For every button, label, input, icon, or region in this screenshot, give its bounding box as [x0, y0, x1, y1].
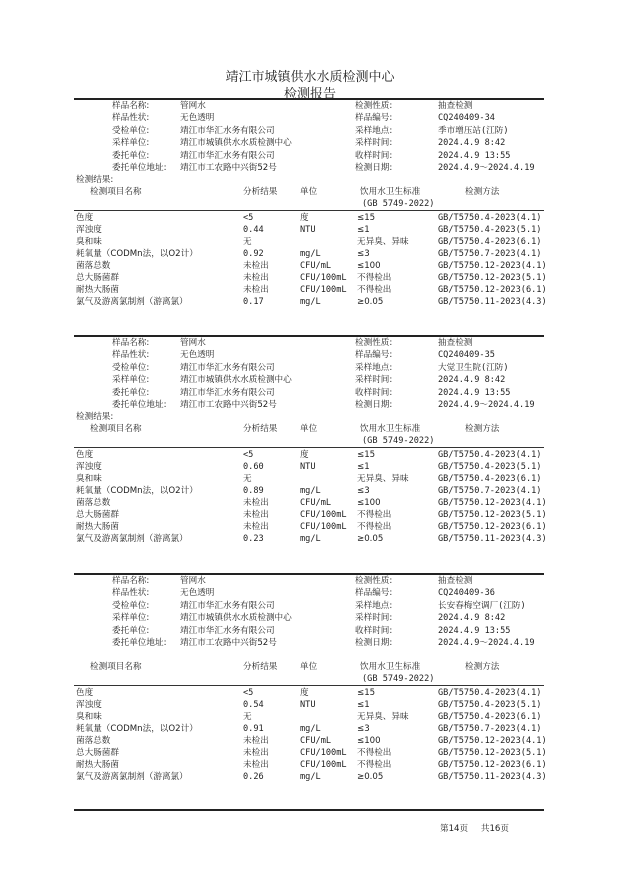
field-value: 2024.4.9～2024.4.19: [438, 638, 535, 648]
cell-item: 臭和味: [76, 474, 102, 485]
cell-std: ≤3: [357, 249, 370, 260]
field-label: 样品名称:: [112, 338, 150, 348]
cell-method: GB/T5750.7-2023(4.1): [438, 486, 542, 497]
cell-value: 无: [243, 474, 252, 485]
field-value: 2024.4.9 13:55: [438, 150, 511, 161]
field-label: 样品编号:: [355, 350, 393, 361]
cell-value: <5: [243, 213, 254, 224]
field-label: 委托单位地址:: [112, 638, 167, 648]
cell-item: 耗氧量（CODMn法，以O2计）: [76, 486, 198, 497]
table-row: [0, 449, 620, 461]
cell-method: GB/T5750.11-2023(4.3): [438, 534, 547, 545]
table-divider: [74, 447, 544, 448]
header-row: [0, 100, 620, 112]
table-row: [0, 521, 620, 533]
cell-value: 0.92: [243, 249, 264, 260]
cell-value: 未检出: [243, 273, 269, 284]
cell-method: GB/T5750.12-2023(6.1): [438, 760, 547, 771]
cell-unit: CFU/100mL: [300, 273, 347, 284]
cell-method: GB/T5750.4-2023(4.1): [438, 213, 542, 224]
column-header-sub: [0, 198, 620, 210]
table-row: [0, 485, 620, 497]
cell-method: GB/T5750.12-2023(5.1): [438, 748, 547, 759]
header-row: [0, 587, 620, 599]
table-row: [0, 212, 620, 224]
header-row: [0, 575, 620, 587]
column-header-sub: [0, 435, 620, 447]
field-label: 委托单位地址:: [112, 163, 167, 173]
table-divider: [74, 685, 544, 686]
table-row: [0, 509, 620, 521]
cell-std: 不得检出: [357, 522, 392, 533]
col-std: 饮用水卫生标准: [360, 187, 421, 198]
field-value: 2024.4.9 13:55: [438, 625, 511, 636]
cell-std: ≥0.05: [357, 297, 384, 308]
cell-item: 浑浊度: [76, 700, 102, 711]
cell-std: ≤15: [357, 688, 376, 699]
cell-item: 氯气及游离氯制剂（游离氯）: [76, 534, 188, 545]
col-unit: 单位: [300, 662, 318, 673]
table-row: [0, 699, 620, 711]
field-label: 采样时间:: [355, 375, 393, 386]
cell-method: GB/T5750.12-2023(6.1): [438, 285, 547, 296]
table-row: [0, 687, 620, 699]
field-value: 抽查检测: [438, 101, 473, 111]
cell-item: 耐热大肠菌: [76, 760, 119, 771]
field-label: 委托单位:: [112, 150, 150, 161]
cell-unit: NTU: [300, 700, 316, 711]
report-subtitle: 检测报告: [283, 87, 336, 102]
field-value: 长安春梅空调厂(江防): [438, 600, 526, 611]
header-row: [0, 625, 620, 637]
cell-std: ≤3: [357, 724, 370, 735]
cell-std: 不得检出: [357, 273, 392, 284]
cell-unit: 度: [300, 450, 309, 461]
header-row: [0, 162, 620, 174]
cell-item: 耗氧量（CODMn法，以O2计）: [76, 724, 198, 735]
cell-unit: CFU/mL: [300, 261, 332, 272]
table-divider: [74, 210, 544, 211]
field-label: 采样时间:: [355, 138, 393, 149]
section-divider: [74, 809, 544, 811]
cell-std: 无异臭、异味: [357, 237, 409, 248]
report-title: 靖江市城镇供水水质检测中心: [225, 70, 395, 85]
cell-method: GB/T5750.12-2023(4.1): [438, 498, 547, 509]
cell-value: 无: [243, 712, 252, 723]
cell-std: ≤100: [357, 261, 381, 272]
field-label: 采样地点:: [355, 600, 393, 611]
table-row: [0, 759, 620, 771]
field-label: 委托单位地址:: [112, 400, 167, 410]
table-row: [0, 296, 620, 308]
cell-item: 总大肠菌群: [76, 510, 119, 521]
field-value: 靖江市华汇水务有限公司: [180, 125, 275, 136]
cell-value: 0.60: [243, 462, 264, 473]
field-label: 收样时间:: [355, 387, 393, 398]
field-value: 无色透明: [180, 350, 215, 361]
cell-unit: mg/L: [300, 249, 321, 260]
field-label: 检测性质:: [355, 101, 393, 111]
header-row: [0, 387, 620, 399]
field-label: 采样单位:: [112, 613, 150, 624]
field-value: 靖江市工农路中兴街52号: [180, 400, 277, 410]
cell-unit: mg/L: [300, 534, 321, 545]
field-value: 无色透明: [180, 113, 215, 124]
cell-method: GB/T5750.4-2023(6.1): [438, 237, 542, 248]
results-label: 检测结果:: [76, 175, 114, 186]
table-row: [0, 497, 620, 509]
cell-method: GB/T5750.4-2023(6.1): [438, 474, 542, 485]
cell-std: 不得检出: [357, 760, 392, 771]
col-method: 检测方法: [465, 424, 500, 435]
field-value: 靖江市华汇水务有限公司: [180, 625, 275, 636]
cell-value: 无: [243, 237, 252, 248]
page-total: 共16页: [480, 824, 509, 834]
table-row: [0, 747, 620, 759]
table-row: [0, 236, 620, 248]
cell-value: 未检出: [243, 261, 269, 272]
field-value: 管网水: [180, 338, 206, 348]
table-row: [0, 224, 620, 236]
table-row: [0, 473, 620, 485]
cell-value: 未检出: [243, 736, 269, 747]
table-row: [0, 248, 620, 260]
field-label: 样品性状:: [112, 350, 150, 361]
column-header-sub: [0, 673, 620, 685]
cell-method: GB/T5750.4-2023(5.1): [438, 225, 542, 236]
col-unit: 单位: [300, 424, 318, 435]
cell-item: 浑浊度: [76, 225, 102, 236]
cell-value: <5: [243, 688, 254, 699]
col-result: 分析结果: [243, 662, 278, 673]
cell-method: GB/T5750.12-2023(5.1): [438, 273, 547, 284]
field-value: 2024.4.9 8:42: [438, 138, 506, 149]
field-label: 样品性状:: [112, 588, 150, 599]
col-method: 检测方法: [465, 662, 500, 673]
cell-item: 耐热大肠菌: [76, 522, 119, 533]
table-row: [0, 461, 620, 473]
cell-value: 未检出: [243, 760, 269, 771]
table-row: [0, 711, 620, 723]
table-row: [0, 284, 620, 296]
header-row: [0, 374, 620, 386]
cell-std: ≥0.05: [357, 772, 384, 783]
cell-unit: mg/L: [300, 297, 321, 308]
cell-method: GB/T5750.7-2023(4.1): [438, 724, 542, 735]
col-item: 检测项目名称: [90, 662, 142, 673]
table-row: [0, 771, 620, 783]
field-label: 检测日期:: [355, 400, 393, 410]
cell-value: 0.89: [243, 486, 264, 497]
page-number: 第14页: [440, 824, 469, 834]
cell-value: 未检出: [243, 285, 269, 296]
field-value: 靖江市工农路中兴街52号: [180, 163, 277, 173]
field-value: 管网水: [180, 101, 206, 111]
cell-value: <5: [243, 450, 254, 461]
cell-value: 未检出: [243, 522, 269, 533]
cell-value: 0.26: [243, 772, 264, 783]
cell-value: 0.17: [243, 297, 264, 308]
field-label: 样品名称:: [112, 101, 150, 111]
cell-unit: 度: [300, 213, 309, 224]
cell-method: GB/T5750.12-2023(4.1): [438, 261, 547, 272]
cell-item: 臭和味: [76, 237, 102, 248]
cell-unit: CFU/100mL: [300, 510, 347, 521]
table-row: [0, 723, 620, 735]
table-row: [0, 272, 620, 284]
col-item: 检测项目名称: [90, 424, 142, 435]
header-row: [0, 112, 620, 124]
col-std: 饮用水卫生标准: [360, 424, 421, 435]
header-row: [0, 337, 620, 349]
cell-item: 氯气及游离氯制剂（游离氯）: [76, 297, 188, 308]
table-row: [0, 735, 620, 747]
cell-item: 浑浊度: [76, 462, 102, 473]
cell-std: ≤3: [357, 486, 370, 497]
header-row: [0, 137, 620, 149]
cell-item: 菌落总数: [76, 498, 111, 509]
cell-std: ≤1: [357, 700, 370, 711]
field-value: 抽查检测: [438, 338, 473, 348]
field-label: 收样时间:: [355, 625, 393, 636]
field-label: 样品编号:: [355, 113, 393, 124]
field-value: 无色透明: [180, 588, 215, 599]
cell-unit: CFU/100mL: [300, 285, 347, 296]
column-header: [0, 423, 620, 435]
col-method: 检测方法: [465, 187, 500, 198]
header-row: [0, 600, 620, 612]
field-value: 靖江市华汇水务有限公司: [180, 150, 275, 161]
col-std-sub: (GB 5749-2022): [362, 199, 435, 210]
field-value: 靖江市工农路中兴街52号: [180, 638, 277, 648]
field-label: 采样地点:: [355, 362, 393, 373]
field-value: 大觉卫生院(江防): [438, 362, 509, 373]
cell-method: GB/T5750.4-2023(6.1): [438, 712, 542, 723]
cell-unit: mg/L: [300, 772, 321, 783]
cell-unit: CFU/100mL: [300, 748, 347, 759]
cell-unit: mg/L: [300, 486, 321, 497]
header-row: [0, 125, 620, 137]
cell-method: GB/T5750.4-2023(4.1): [438, 450, 542, 461]
field-value: 抽查检测: [438, 576, 473, 586]
field-value: 靖江市城镇供水水质检测中心: [180, 375, 292, 386]
cell-method: GB/T5750.12-2023(5.1): [438, 510, 547, 521]
field-label: 检测日期:: [355, 163, 393, 173]
header-row: [0, 637, 620, 649]
col-unit: 单位: [300, 187, 318, 198]
cell-unit: mg/L: [300, 724, 321, 735]
cell-value: 0.54: [243, 700, 264, 711]
header-row: [0, 399, 620, 411]
cell-item: 色度: [76, 213, 94, 224]
cell-unit: CFU/100mL: [300, 522, 347, 533]
field-label: 检测性质:: [355, 576, 393, 586]
field-label: 受检单位:: [112, 125, 150, 136]
cell-item: 菌落总数: [76, 261, 111, 272]
cell-std: ≤1: [357, 462, 370, 473]
cell-item: 色度: [76, 450, 94, 461]
cell-std: ≥0.05: [357, 534, 384, 545]
col-result: 分析结果: [243, 187, 278, 198]
cell-unit: CFU/100mL: [300, 760, 347, 771]
cell-std: ≤15: [357, 450, 376, 461]
field-label: 采样单位:: [112, 375, 150, 386]
cell-unit: NTU: [300, 462, 316, 473]
col-item: 检测项目名称: [90, 187, 142, 198]
field-label: 委托单位:: [112, 625, 150, 636]
cell-item: 总大肠菌群: [76, 748, 119, 759]
cell-method: GB/T5750.11-2023(4.3): [438, 297, 547, 308]
column-header: [0, 661, 620, 673]
col-std-sub: (GB 5749-2022): [362, 436, 435, 447]
table-row: [0, 260, 620, 272]
field-value: CQ240409-35: [438, 350, 495, 361]
cell-std: 不得检出: [357, 510, 392, 521]
cell-item: 菌落总数: [76, 736, 111, 747]
cell-method: GB/T5750.7-2023(4.1): [438, 249, 542, 260]
cell-method: GB/T5750.11-2023(4.3): [438, 772, 547, 783]
field-value: 季市增压站(江防): [438, 125, 509, 136]
cell-item: 臭和味: [76, 712, 102, 723]
header-row: [0, 612, 620, 624]
col-std-sub: (GB 5749-2022): [362, 674, 435, 685]
cell-value: 0.91: [243, 724, 264, 735]
cell-std: ≤1: [357, 225, 370, 236]
cell-item: 氯气及游离氯制剂（游离氯）: [76, 772, 188, 783]
cell-std: 无异臭、异味: [357, 474, 409, 485]
cell-value: 0.23: [243, 534, 264, 545]
cell-std: 不得检出: [357, 748, 392, 759]
cell-unit: CFU/mL: [300, 736, 332, 747]
field-value: CQ240409-36: [438, 588, 495, 599]
field-label: 采样时间:: [355, 613, 393, 624]
results-label-row: [0, 174, 620, 186]
field-value: 2024.4.9 8:42: [438, 613, 506, 624]
field-value: 2024.4.9 13:55: [438, 387, 511, 398]
cell-item: 色度: [76, 688, 94, 699]
cell-value: 0.44: [243, 225, 264, 236]
cell-unit: CFU/mL: [300, 498, 332, 509]
field-label: 采样单位:: [112, 138, 150, 149]
cell-item: 耗氧量（CODMn法，以O2计）: [76, 249, 198, 260]
cell-std: ≤15: [357, 213, 376, 224]
cell-std: ≤100: [357, 736, 381, 747]
cell-item: 耐热大肠菌: [76, 285, 119, 296]
field-label: 采样地点:: [355, 125, 393, 136]
field-value: 2024.4.9～2024.4.19: [438, 163, 535, 173]
cell-value: 未检出: [243, 498, 269, 509]
field-label: 检测日期:: [355, 638, 393, 648]
field-value: 管网水: [180, 576, 206, 586]
field-value: 靖江市华汇水务有限公司: [180, 387, 275, 398]
field-label: 样品性状:: [112, 113, 150, 124]
cell-item: 总大肠菌群: [76, 273, 119, 284]
field-value: 靖江市华汇水务有限公司: [180, 600, 275, 611]
field-label: 受检单位:: [112, 600, 150, 611]
cell-value: 未检出: [243, 510, 269, 521]
col-result: 分析结果: [243, 424, 278, 435]
results-label: 检测结果:: [76, 412, 114, 423]
field-value: CQ240409-34: [438, 113, 495, 124]
cell-std: 不得检出: [357, 285, 392, 296]
cell-std: ≤100: [357, 498, 381, 509]
cell-method: GB/T5750.4-2023(5.1): [438, 700, 542, 711]
field-label: 委托单位:: [112, 387, 150, 398]
field-value: 靖江市城镇供水水质检测中心: [180, 613, 292, 624]
field-value: 2024.4.9～2024.4.19: [438, 400, 535, 410]
cell-method: GB/T5750.4-2023(4.1): [438, 688, 542, 699]
cell-value: 未检出: [243, 748, 269, 759]
cell-std: 无异臭、异味: [357, 712, 409, 723]
field-label: 样品名称:: [112, 576, 150, 586]
cell-method: GB/T5750.12-2023(6.1): [438, 522, 547, 533]
results-label-row: [0, 411, 620, 423]
cell-unit: 度: [300, 688, 309, 699]
header-row: [0, 362, 620, 374]
page-footer: [440, 822, 519, 834]
col-std: 饮用水卫生标准: [360, 662, 421, 673]
field-label: 受检单位:: [112, 362, 150, 373]
header-row: [0, 150, 620, 162]
cell-method: GB/T5750.4-2023(5.1): [438, 462, 542, 473]
field-label: 样品编号:: [355, 588, 393, 599]
header-row: [0, 349, 620, 361]
cell-unit: NTU: [300, 225, 316, 236]
field-value: 靖江市华汇水务有限公司: [180, 362, 275, 373]
field-value: 靖江市城镇供水水质检测中心: [180, 138, 292, 149]
table-row: [0, 533, 620, 545]
cell-method: GB/T5750.12-2023(4.1): [438, 736, 547, 747]
field-label: 收样时间:: [355, 150, 393, 161]
field-label: 检测性质:: [355, 338, 393, 348]
column-header: [0, 186, 620, 198]
field-value: 2024.4.9 8:42: [438, 375, 506, 386]
